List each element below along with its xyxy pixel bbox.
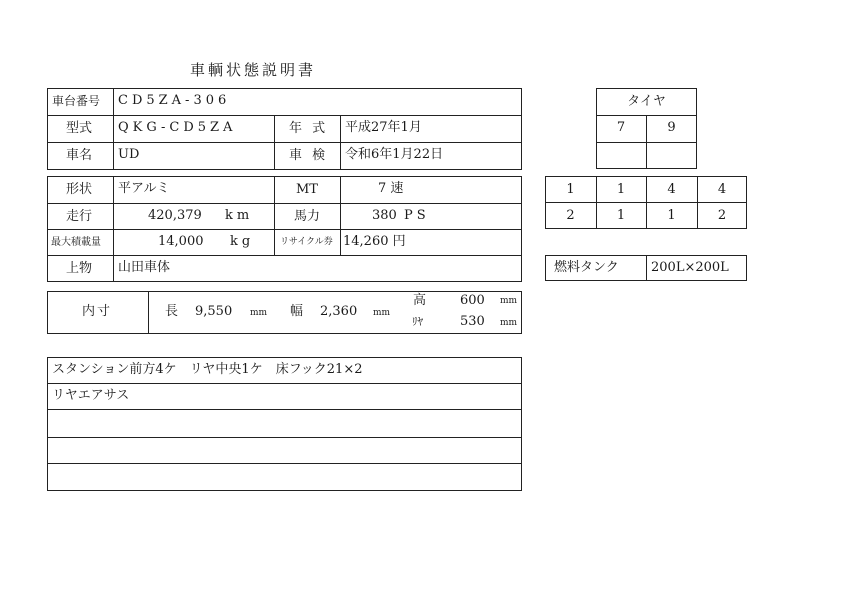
tire-cell: 9	[667, 120, 676, 135]
page-title: 車輌状態説明書	[190, 61, 317, 79]
maker-label: 車名	[66, 148, 93, 163]
body-value: 山田車体	[118, 260, 171, 275]
fuel-tank-label: 燃料タンク	[554, 260, 619, 275]
chassis-number-label: 車台番号	[52, 94, 101, 108]
recycle-value: 14,260 円	[343, 234, 406, 249]
tire-cell: 7	[616, 120, 626, 135]
recycle-label: リサイクル券	[280, 237, 333, 247]
transmission-label: MT	[296, 182, 318, 197]
power-value: 380	[372, 208, 397, 223]
year-value: 平成27年1月	[345, 120, 422, 135]
payload-unit: kg	[230, 234, 255, 249]
axle-cell: 4	[667, 182, 676, 197]
note-line: スタンション前方4ケ リヤ中央1ケ 床フック21×2	[52, 362, 363, 377]
mileage-unit: km	[225, 208, 254, 223]
length-value: 9,550	[195, 304, 233, 319]
rear-height-value: 530	[460, 314, 485, 329]
inspection-value: 令和6年1月22日	[345, 147, 444, 162]
length-label: 長	[165, 304, 179, 319]
shape-label: 形状	[66, 182, 93, 197]
length-unit: mm	[250, 308, 268, 318]
transmission-value: 7 速	[378, 181, 404, 196]
notes-box	[47, 357, 522, 491]
height-label: 高	[413, 293, 427, 308]
inner-dimensions-label: 内寸	[82, 304, 113, 319]
model-label: 型式	[66, 121, 93, 136]
mileage-label: 走行	[66, 209, 93, 224]
width-label: 幅	[290, 304, 304, 319]
payload-label: 最大積載量	[51, 237, 101, 248]
power-label: 馬力	[294, 209, 321, 224]
rear-height-unit: mm	[500, 318, 518, 328]
axle-cell: 2	[717, 208, 727, 223]
mileage-value: 420,379	[148, 208, 202, 223]
fuel-tank-value: 200L×200L	[651, 260, 729, 275]
note-line: リヤエアサス	[52, 388, 130, 403]
width-unit: mm	[373, 308, 391, 318]
width-value: 2,360	[320, 304, 358, 319]
rear-height-label: ﾘﾔ	[412, 315, 423, 328]
axle-cell: 4	[717, 182, 727, 197]
axle-cell: 1	[566, 182, 575, 197]
shape-value: 平アルミ	[118, 181, 170, 196]
power-unit: PS	[404, 208, 430, 223]
axle-cell: 2	[566, 208, 575, 223]
inner-dimensions-box	[47, 291, 522, 334]
axle-cell: 1	[616, 208, 626, 223]
inspection-label: 車 検	[289, 148, 329, 163]
height-unit: mm	[500, 296, 518, 306]
model-value: QKG-CD5ZA	[118, 120, 237, 135]
axle-cell: 1	[667, 208, 676, 223]
body-label: 上物	[66, 261, 93, 276]
axle-cell: 1	[616, 182, 626, 197]
tire-label: タイヤ	[627, 94, 666, 109]
height-value: 600	[460, 293, 485, 308]
maker-value: UD	[118, 147, 140, 162]
payload-value: 14,000	[158, 234, 204, 249]
chassis-number-value: CD5ZA-306	[118, 93, 231, 108]
year-label: 年 式	[289, 121, 329, 136]
